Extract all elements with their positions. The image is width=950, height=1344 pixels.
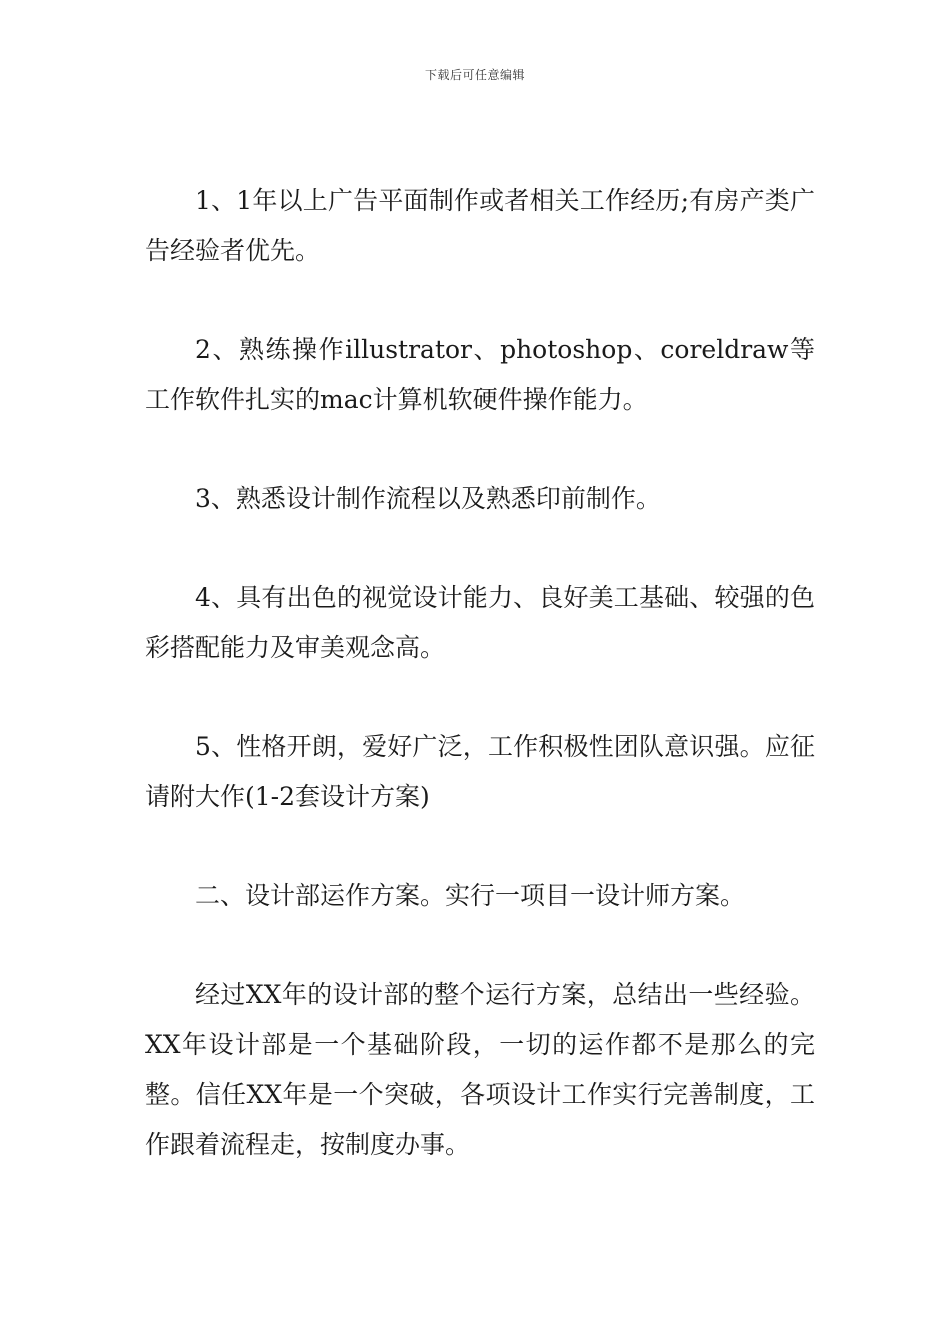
requirement-5: 5、性格开朗，爱好广泛，工作积极性团队意识强。应征请附大作(1-2套设计方案) xyxy=(145,732,815,811)
requirement-4: 4、具有出色的视觉设计能力、良好美工基础、较强的色彩搭配能力及审美观念高。 xyxy=(145,583,815,662)
requirement-1: 1、1年以上广告平面制作或者相关工作经历;有房产类广告经验者优先。 xyxy=(145,186,815,265)
document-body xyxy=(145,176,815,1170)
summary-paragraph: 经过XX年的设计部的整个运行方案，总结出一些经验。XX年设计部是一个基础阶段，一切的运作都不是那么的完整。信任XX年是一个突破，各项设计工作实行完善制度，工作跟着流程走，按制度办事。 xyxy=(145,980,815,1159)
requirement-2: 2、熟练操作illustrator、photoshop、coreldraw等工作软件扎实的mac计算机软硬件操作能力。 xyxy=(145,335,815,414)
section-heading-2: 二、设计部运作方案。实行一项目一设计师方案。 xyxy=(195,881,746,910)
page-header: 下载后可任意编辑 xyxy=(424,68,525,82)
requirement-3: 3、熟悉设计制作流程以及熟悉印前制作。 xyxy=(195,484,661,513)
